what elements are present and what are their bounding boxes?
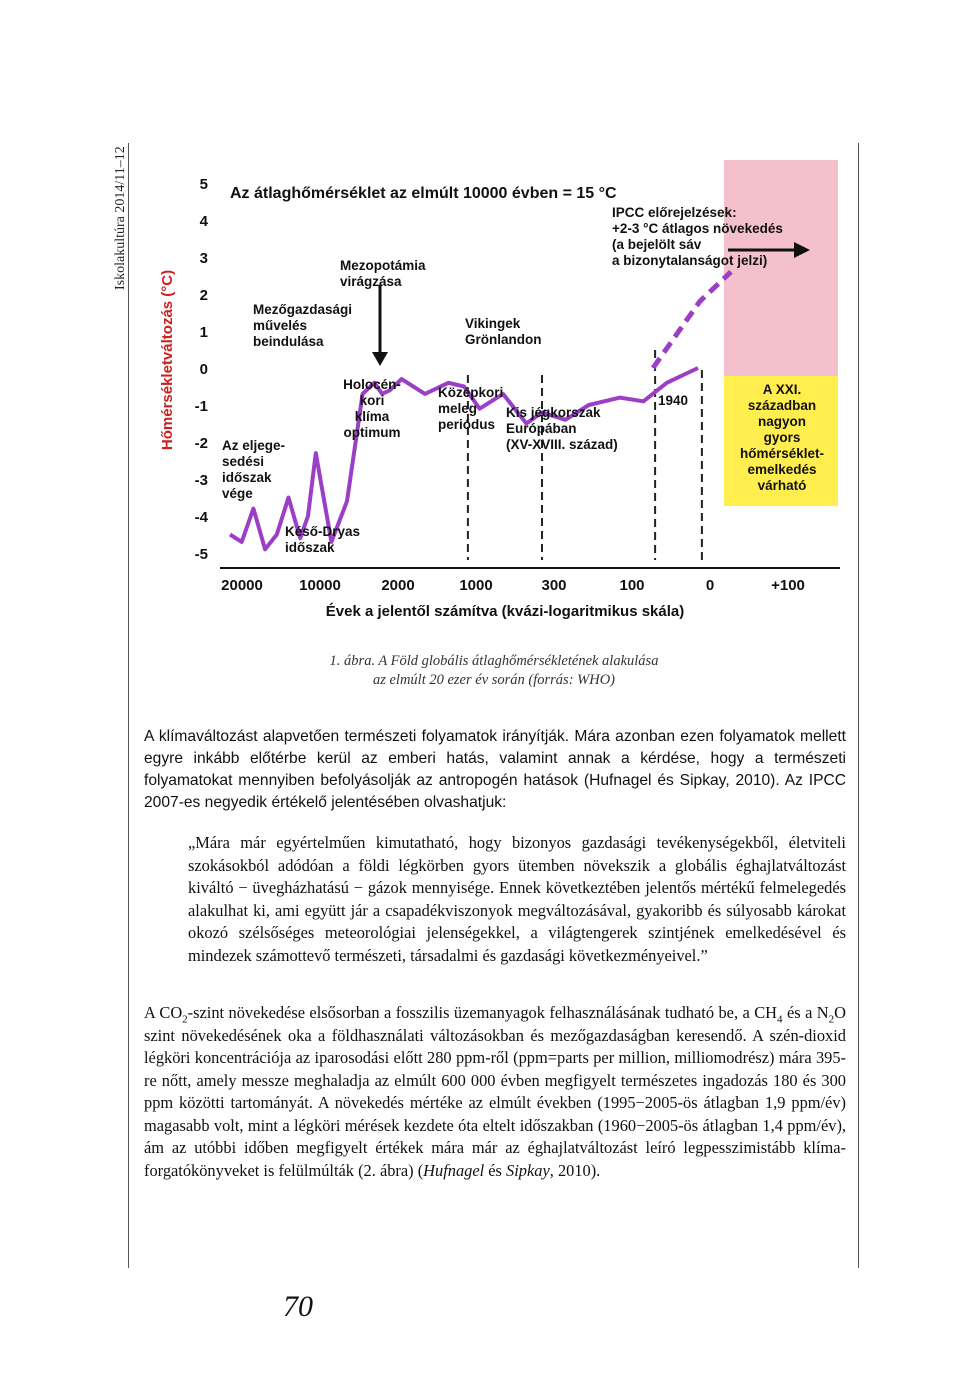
annotation-vikings-line: Grönlandon bbox=[465, 332, 542, 347]
paragraph-intro: A klímaváltozást alapvetően természeti folyamatok irányítják. Mára azonban ezen folyamatok mellett egyre inkább előtérbe kerül az emberi hatás, valamint annak a kérdése, hogy a természeti folyamatokat mennyiben befolyásolják az antropogén hatások (Hufnagel és Sipkay, 2010). Az IPCC 2007-es negyedik értékelő jelentésében olvashatjuk: bbox=[144, 728, 846, 811]
annotation-deglaciation bbox=[222, 438, 285, 501]
annotation-holocene-optimum-line: optimum bbox=[343, 425, 401, 440]
annotation-deglaciation-line: időszak bbox=[222, 470, 272, 485]
annotation-agriculture-line: művelés bbox=[253, 318, 308, 333]
y-axis-label: Hőmérsékletváltozás (°C) bbox=[159, 269, 176, 451]
annotation-agriculture bbox=[253, 302, 352, 349]
p2-text-c: és a N bbox=[782, 1003, 829, 1022]
x-tick-label: 1000 bbox=[459, 577, 493, 594]
x-tick-label: 10000 bbox=[299, 577, 341, 594]
annotation-little-ice-age bbox=[506, 405, 618, 452]
annotation-medieval-warm-line: Középkori bbox=[438, 385, 504, 400]
ipcc-uncertainty-band bbox=[724, 160, 838, 376]
annotation-1940-line: 1940 bbox=[658, 393, 689, 408]
y-tick-label: -3 bbox=[194, 472, 208, 489]
annotation-ipcc-line: IPCC előrejelzések: bbox=[612, 205, 737, 220]
x-tick-label: 0 bbox=[705, 577, 715, 594]
annotation-medieval-warm-line: meleg bbox=[438, 401, 478, 416]
y-tick-label: 5 bbox=[199, 176, 208, 193]
annotation-mesopotamia-line: virágzása bbox=[340, 274, 402, 289]
annotation-vikings-line: Vikingek bbox=[465, 316, 521, 331]
annotation-mesopotamia bbox=[340, 258, 426, 289]
y-tick-label: 4 bbox=[199, 213, 208, 230]
annotation-medieval-warm-line: periódus bbox=[438, 417, 496, 432]
p2-text-d: O szint növekedésének oka a földhasználati változásokban és mezőgazdaságban keresendő. A szén-dioxid légköri koncentrációja az iparosodási előtt 280 ppm-ről (ppm=parts per million, milliomodrész) mára 395-re nőtt, amely messze meghaladja az elmúlt 600 000 évben megfigyelt természetes ingadozás 180 és 300 ppm közötti tartományát. A növekedés mértéke az elmúlt években (1995−2005-ös átlagban 1,9 ppm/év) magasabb volt, mint a légköri mérések kezdete óta eltelt időszakban (1960−2005-ös átlagban 1,4 ppm/év), ám az utóbbi időben megfigyelt értékek mára már az éghajlatváltozást leíró legpesszimistább klíma-forgatókönyveket is felülmúlták (2. ábra) ( bbox=[144, 1003, 846, 1180]
x-tick-label: 300 bbox=[541, 577, 567, 594]
x-tick-label: 20000 bbox=[221, 577, 263, 594]
p2-text-f: , 2010). bbox=[549, 1160, 601, 1180]
ipcc-quote: „Mára már egyértelműen kimutatható, hogy bizonyos gazdasági tevékenységekből, életviteli szokásokból adódóan a földi légkörben gyors ütemben növekszik a globális éghajlatváltozást kiváltó − üvegházhatású − gázok mennyisége. Ennek következtében jelentős mértékű felmelegedés alakulhat ki, ami együtt jár a csapadékviszonyok megváltozásával, gyakoribb és súlyosabb károkat okozó szélsőséges meteorológiai jelenségekkel, a világtengerek szintjének emelkedésével és mindezek számottevő természeti, társadalmi és gazdasági következményeivel.” bbox=[188, 833, 846, 965]
annotation-holocene-optimum-line: kori bbox=[359, 393, 385, 408]
annotation-holocene-optimum-line: Holocén- bbox=[343, 377, 401, 392]
x-tick-label: 2000 bbox=[381, 577, 415, 594]
annotation-little-ice-age-line: Kis jégkorszak bbox=[506, 405, 601, 420]
projection-series-line bbox=[653, 272, 731, 368]
annotation-holocene-optimum bbox=[343, 377, 401, 440]
y-tick-label: 1 bbox=[199, 324, 208, 341]
y-tick-label: 2 bbox=[199, 287, 208, 304]
caption-line-2: az elmúlt 20 ezer év során (forrás: WHO) bbox=[372, 672, 616, 688]
right-margin-rule bbox=[858, 143, 859, 1268]
annotation-xxi-century-line: században bbox=[747, 398, 817, 413]
journal-side-label: Iskolakultúra 2014/11–12 bbox=[113, 146, 128, 290]
annotation-ipcc-line: (a bejelölt sáv bbox=[612, 237, 702, 252]
annotation-xxi-century-line: emelkedés bbox=[747, 462, 817, 477]
y-tick-label: 3 bbox=[199, 250, 208, 267]
annotation-little-ice-age-line: (XV-XVIII. század) bbox=[506, 437, 618, 452]
annotation-xxi-century-line: várható bbox=[757, 478, 807, 493]
temperature-chart bbox=[150, 160, 850, 640]
annotation-deglaciation-line: sedési bbox=[222, 454, 265, 469]
mesopotamia-arrow-head bbox=[372, 352, 388, 366]
y-tick-label: -2 bbox=[194, 435, 208, 452]
annotation-holocene-optimum-line: klíma bbox=[354, 409, 390, 424]
annotation-ipcc-line: a bizonytalanságot jelzi) bbox=[612, 253, 768, 268]
n2o-subscript: 2 bbox=[828, 1013, 835, 1026]
caption-line-1: 1. ábra. A Föld globális átlaghőmérsékletének alakulása bbox=[329, 653, 659, 669]
paragraph-co2 bbox=[144, 1002, 846, 1182]
y-tick-label: -4 bbox=[194, 509, 208, 526]
left-margin-rule bbox=[128, 143, 129, 1268]
annotation-mesopotamia-line: Mezopotámia bbox=[340, 258, 426, 273]
x-tick-label: 100 bbox=[619, 577, 645, 594]
citation-author-1: Hufnagel bbox=[423, 1160, 485, 1180]
annotation-little-ice-age-line: Európában bbox=[506, 421, 577, 436]
annotation-xxi-century-line: hőmérséklet- bbox=[739, 446, 825, 461]
annotation-vikings bbox=[465, 316, 542, 347]
y-tick-label: 0 bbox=[199, 361, 208, 378]
p2-text-e: és bbox=[484, 1160, 507, 1180]
annotation-agriculture-line: beindulása bbox=[253, 334, 324, 349]
annotation-xxi-century-line: gyors bbox=[763, 430, 801, 445]
citation-author-2: Sipkay bbox=[506, 1160, 550, 1180]
annotation-xxi-century-line: A XXI. bbox=[762, 382, 802, 397]
x-tick-label: +100 bbox=[771, 577, 805, 594]
annotation-ipcc-line: +2-3 °C átlagos növekedés bbox=[612, 221, 783, 236]
y-tick-label: -5 bbox=[194, 546, 208, 563]
ch4-subscript: 4 bbox=[777, 1013, 783, 1026]
annotation-younger-dryas-line: Késő-Dryas bbox=[285, 524, 361, 539]
y-tick-label: -1 bbox=[194, 398, 208, 415]
annotation-agriculture-line: Mezőgazdasági bbox=[253, 302, 353, 317]
co2-subscript: 2 bbox=[182, 1013, 188, 1026]
p2-text-a: A CO bbox=[144, 1003, 183, 1022]
annotation-younger-dryas bbox=[285, 524, 360, 555]
annotation-medieval-warm bbox=[438, 385, 503, 432]
chart-title: Az átlaghőmérséklet az elmúlt 10000 évben = 15 °C bbox=[230, 185, 617, 202]
p2-text-b: -szint növekedése elsősorban a fosszilis üzemanyagok felhasználásának tudható be, a CH bbox=[187, 1003, 778, 1022]
x-axis-label: Évek a jelentől számítva (kvázi-logaritmikus skála) bbox=[325, 603, 685, 620]
page-number: 70 bbox=[283, 1290, 313, 1323]
figure-caption bbox=[130, 652, 858, 690]
annotation-younger-dryas-line: időszak bbox=[285, 540, 335, 555]
annotation-xxi-century-line: nagyon bbox=[757, 414, 807, 429]
annotation-1940 bbox=[658, 393, 688, 408]
annotation-deglaciation-line: vége bbox=[222, 486, 253, 501]
annotation-deglaciation-line: Az eljege- bbox=[222, 438, 286, 453]
